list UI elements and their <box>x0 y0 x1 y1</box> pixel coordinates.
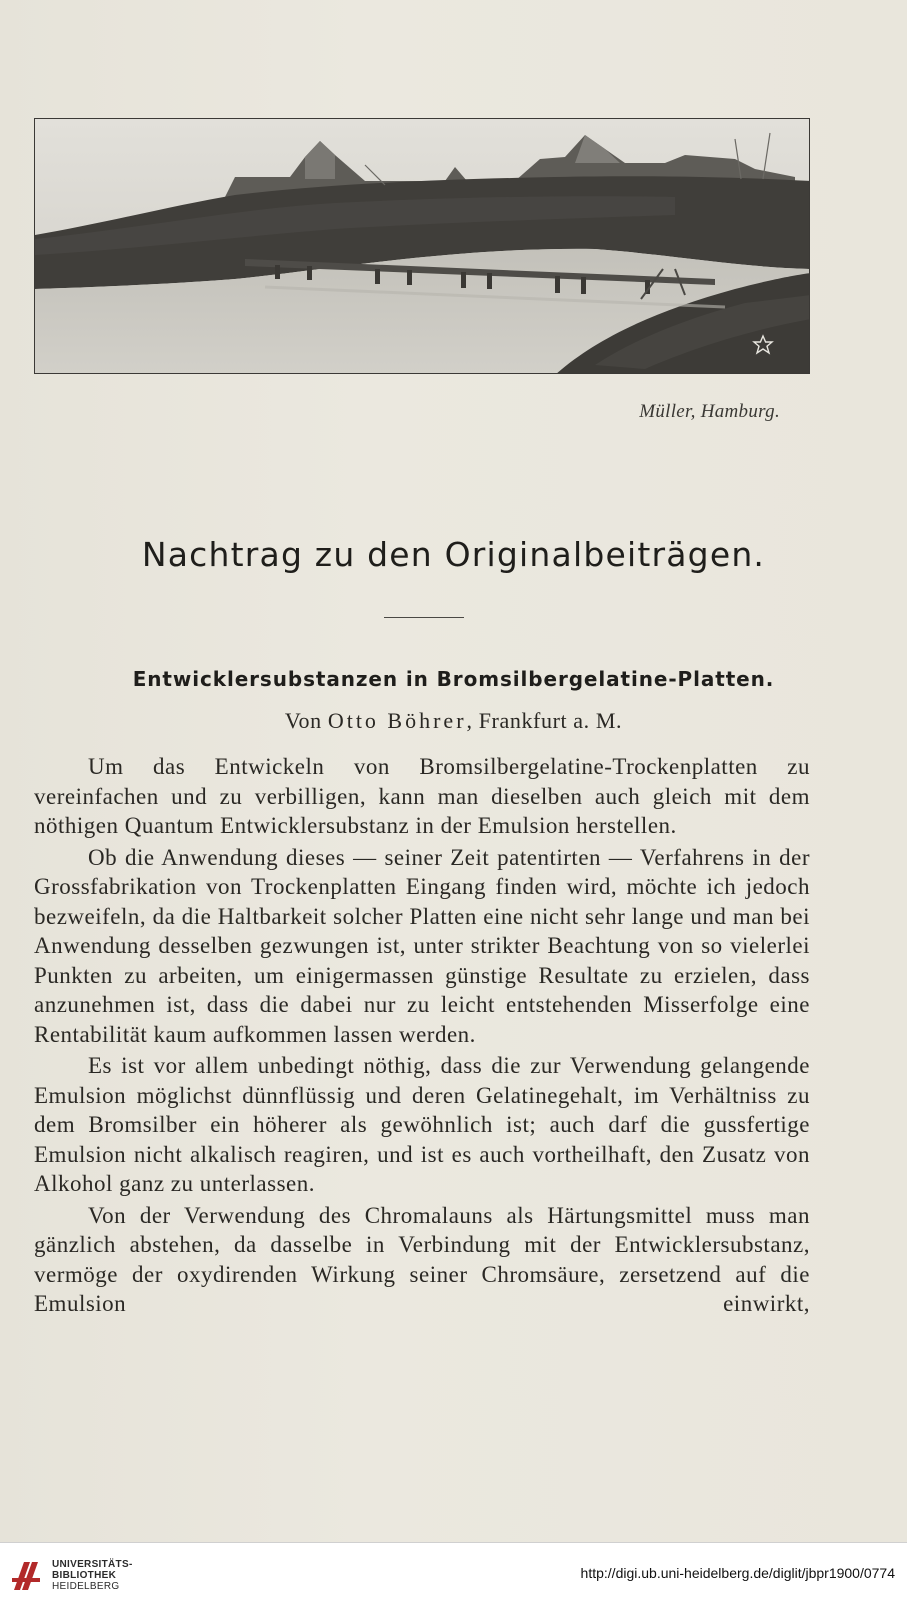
library-name-line: UNIVERSITÄTS- <box>52 1559 133 1570</box>
viewer-footer <box>0 1542 907 1608</box>
paragraph: Um das Entwickeln von Bromsilbergelatine-Trockenplatten zu vereinfachen und zu verbilligen, kann man dieselben auch gleich mit dem nöthigen Quantum Entwicklersubstanz in der Emulsion herstellen. <box>34 754 810 838</box>
author-prefix: Von <box>284 708 322 733</box>
author-place: , Frankfurt a. M. <box>466 708 623 733</box>
library-name-line: HEIDELBERG <box>52 1581 120 1592</box>
article-body <box>34 752 810 1321</box>
paragraph: Ob die Anwendung dieses — seiner Zeit patentirten — Verfahrens in der Grossfabrikation von Trockenplatten Eingang finden wird, möchte ich jedoch bezweifeln, da die Haltbarkeit solcher Platten eine nicht sehr lange und man bei Anwendung desselben gezwungen ist, unter strikter Beachtung von so vielerlei Punkten zu arbeiten, um einigermassen günstige Resultate zu erzielen, dass anzunehmen ist, dass die dabei nur zu leicht entstehenden Misserfolge eine Rentabilität kaum aufkommen lassen werden. <box>34 844 810 1047</box>
library-name-line: BIBLIOTHEK <box>52 1570 117 1581</box>
library-name <box>52 1559 133 1592</box>
section-title: Nachtrag zu den Originalbeiträgen. <box>141 535 766 574</box>
library-logo-icon <box>10 1556 42 1596</box>
permalink-url[interactable]: http://digi.ub.uni-heidelberg.de/diglit/jbpr1900/0774 <box>580 1565 895 1581</box>
author-name: Otto Böhrer <box>327 708 467 733</box>
author-line <box>0 708 907 734</box>
photo-credit: Müller, Hamburg. <box>639 401 780 422</box>
article-title: Entwicklersubstanzen in Bromsilbergelatine-Platten. <box>132 667 775 691</box>
landscape-photograph <box>34 118 810 374</box>
paragraph: Es ist vor allem unbedingt nöthig, dass die zur Verwendung gelangende Emulsion möglichst dünnflüssig und deren Gelatinegehalt, im Verhältniss zu dem Bromsilber ein höherer als gewöhnlich ist; auch darf die gussfertige Emulsion nicht alkalisch reagiren, und ist es auch vortheilhaft, den Zusatz von Alkohol ganz zu unterlassen. <box>34 1053 810 1196</box>
divider <box>384 617 464 618</box>
paragraph: Von der Verwendung des Chromalauns als Härtungsmittel muss man gänzlich abstehen, da dasselbe in Verbindung mit der Entwicklersubstanz, vermöge der oxydirenden Wirkung seiner Chromsäure, zersetzend auf die Emulsion einwirkt, <box>34 1202 810 1316</box>
